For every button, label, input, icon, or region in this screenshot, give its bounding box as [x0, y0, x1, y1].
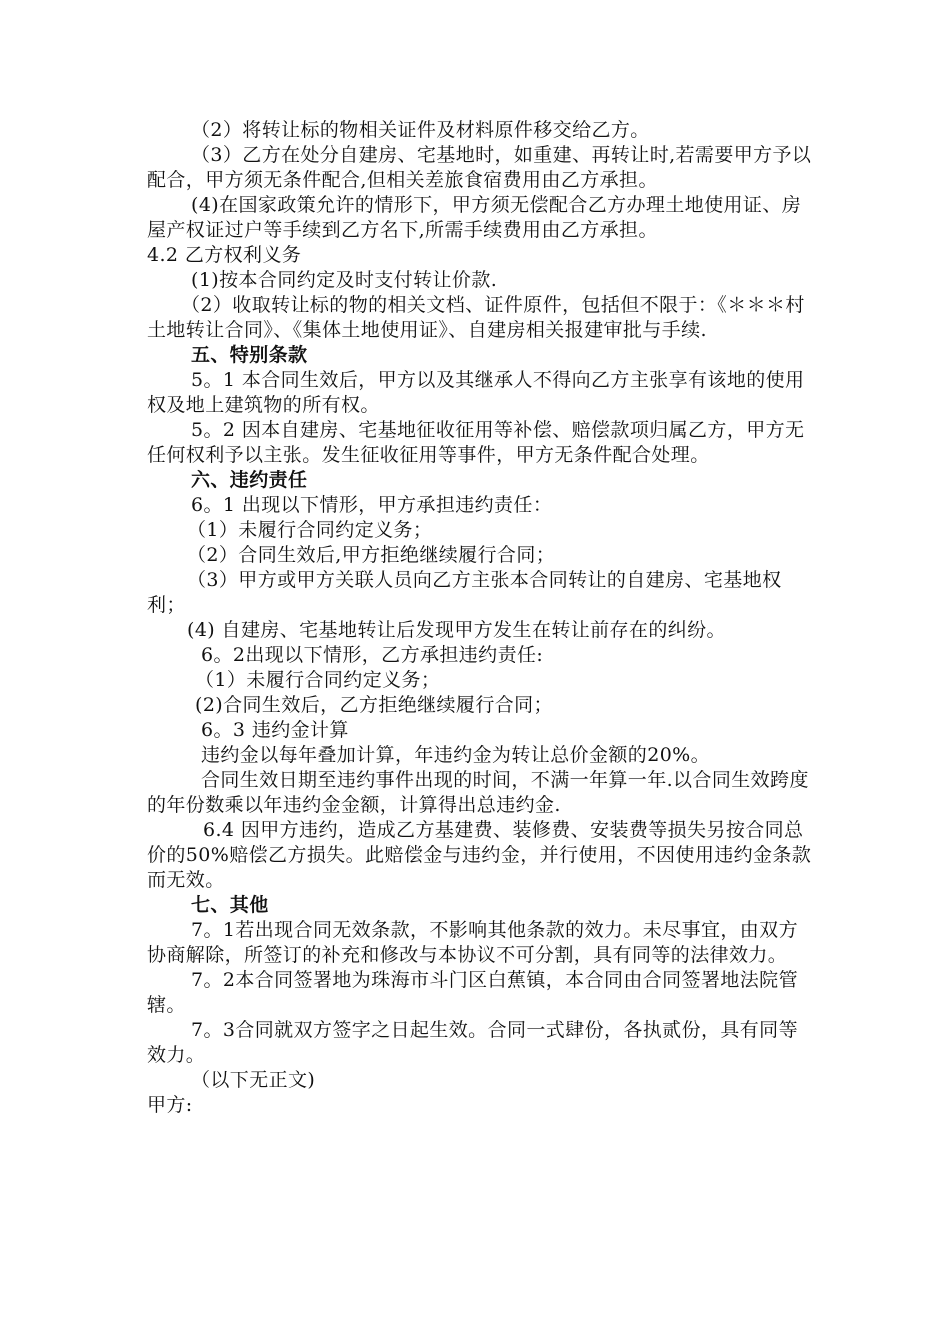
clause-4-1-item-4: (4)在国家政策允许的情形下，甲方须无偿配合乙方办理土地使用证、房屋产权证过户等手续到乙方名下,所需手续费用由乙方承担。	[147, 194, 802, 241]
section-6-heading: 六、违约责任	[191, 469, 308, 491]
clause-5-2: 5。2 因本自建房、宅基地征收征用等补偿、赔偿款项归属乙方，甲方无任何权利予以主张。发生征收征用等事件，甲方无条件配合处理。	[147, 419, 805, 466]
clause-6-3-rate: 违约金以每年叠加计算，年违约金为转让总价金额的20%。	[201, 744, 711, 766]
clause-4-1-item-3: （3）乙方在处分自建房、宅基地时，如重建、再转让时,若需要甲方予以配合，甲方须无条件配合,但相关差旅食宿费用由乙方承担。	[147, 144, 812, 191]
clause-6-1-item-1: （1）未履行合同约定义务；	[187, 519, 433, 541]
clause-4-2-item-2: （2）收取转让标的物的相关文档、证件原件，包括但不限于：《＊＊＊村土地转让合同》、《集体土地使用证》、自建房相关报建审批与手续.	[147, 294, 805, 341]
clause-6-2: 6。2出现以下情形，乙方承担违约责任:	[201, 644, 544, 666]
clause-6-1-item-2: （2）合同生效后,甲方拒绝继续履行合同；	[187, 544, 556, 566]
clause-6-4: 6.4 因甲方违约，造成乙方基建费、装修费、安装费等损失另按合同总价的50%赔偿乙方损失。此赔偿金与违约金，并行使用，不因使用违约金条款而无效。	[147, 819, 812, 891]
clause-6-2-item-1: （1）未履行合同约定义务；	[195, 669, 441, 691]
clause-4-1-item-2: （2）将转让标的物相关证件及材料原件移交给乙方。	[191, 119, 650, 141]
clause-6-1: 6。1 出现以下情形，甲方承担违约责任：	[191, 494, 553, 516]
clause-4-2-title: 4.2 乙方权利义务	[147, 244, 302, 266]
clause-7-1: 7。1若出现合同无效条款，不影响其他条款的效力。未尽事宜，由双方协商解除，所签订的补充和修改与本协议不可分割，具有同等的法律效力。	[147, 919, 798, 966]
party-a-signature-label: 甲方:	[147, 1094, 193, 1116]
clause-5-1: 5。1 本合同生效后，甲方以及其继承人不得向乙方主张享有该地的使用权及地上建筑物的所有权。	[147, 369, 805, 416]
section-7-heading: 七、其他	[191, 894, 269, 916]
clause-6-1-item-4: (4) 自建房、宅基地转让后发现甲方发生在转让前存在的纠纷。	[187, 619, 726, 641]
clause-6-2-item-2: (2)合同生效后，乙方拒绝继续履行合同；	[195, 694, 553, 716]
clause-7-3: 7。3合同就双方签字之日起生效。合同一式肆份，各执贰份，具有同等效力。	[147, 1019, 798, 1066]
clause-6-1-item-3: （3）甲方或甲方关联人员向乙方主张本合同转让的自建房、宅基地权利；	[147, 569, 782, 616]
no-further-text-note: （以下无正文)	[191, 1069, 316, 1091]
clause-6-3-title: 6。3 违约金计算	[201, 719, 349, 741]
contract-body	[147, 118, 817, 1118]
clause-4-2-item-1: (1)按本合同约定及时支付转让价款.	[191, 269, 498, 291]
clause-7-2: 7。2本合同签署地为珠海市斗门区白蕉镇，本合同由合同签署地法院管辖。	[147, 969, 798, 1016]
section-5-heading: 五、特别条款	[191, 344, 308, 366]
clause-6-3-calculation: 合同生效日期至违约事件出现的时间，不满一年算一年.以合同生效跨度的年份数乘以年违约金金额，计算得出总违约金.	[147, 769, 809, 816]
